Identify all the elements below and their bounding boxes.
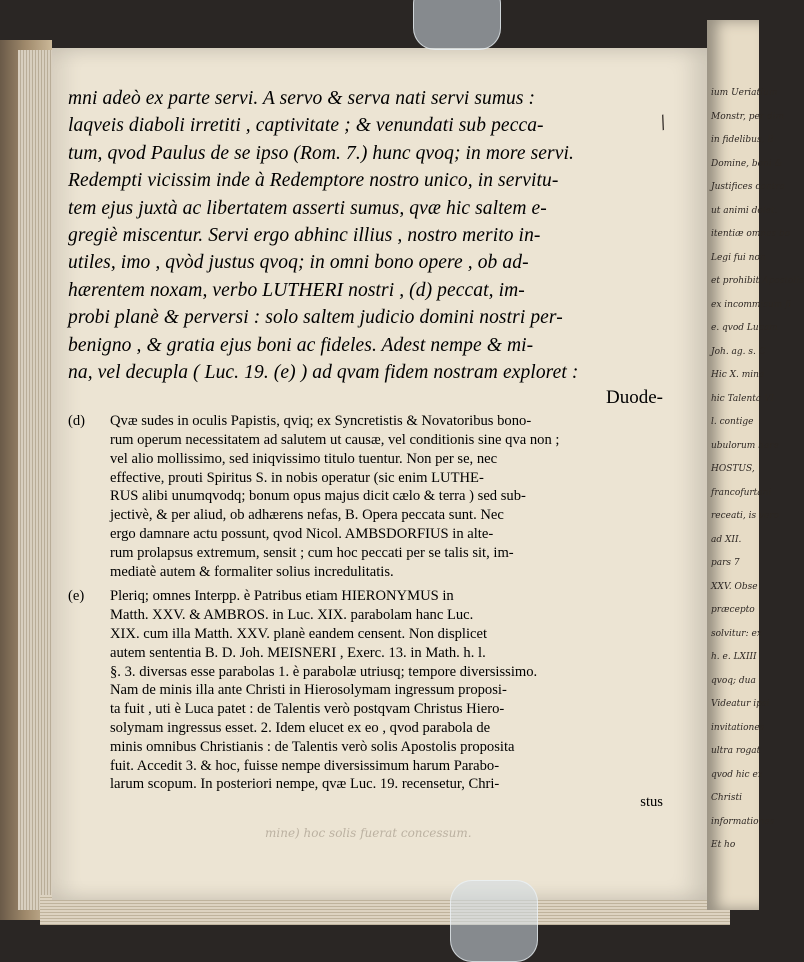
catchword: Duode-	[606, 387, 663, 409]
facing-page-fragment: solvitur: ex	[711, 628, 762, 639]
footnote-line: jectivè, & per aliud, ob adhærens nefas, B. Opera peccata sunt. Nec	[110, 507, 504, 524]
facing-page-fragment: ad XII.	[711, 534, 742, 545]
facing-page-fragment: ut animi dolet.	[711, 205, 778, 216]
main-line: na, vel decupla ( Luc. 19. (e) ) ad qvam fidem nostram exploret :	[68, 361, 579, 383]
facing-page-fragment: qvoq; dua	[711, 675, 756, 686]
facing-page-fragment: ex incommisum fi	[711, 299, 792, 310]
facing-page-fragment: informationes	[711, 816, 775, 827]
facing-page-fragment: ultra rogat	[711, 746, 761, 756]
page-clip-bottom	[450, 880, 538, 962]
facing-page-fragment: Domine, boni &	[711, 158, 783, 169]
footnote-label: (e)	[68, 588, 85, 605]
main-line: Redempti vicissim inde à Redemptore nostro unico, in servitu-	[68, 170, 559, 192]
facing-page-fragment: e. qvod Lucam	[711, 323, 778, 333]
footnote-line: rum operum necessitatem ad salutem ut causæ, vel conditionis sine qva non ;	[110, 432, 560, 449]
footnote-line: (d) Qvæ sudes in oculis Papistis, qviq; ex Syncretistis & Novatoribus bono-	[68, 413, 532, 430]
page-clip-top	[413, 0, 501, 50]
facing-page-fragment: Joh. ag. s. C	[711, 346, 766, 357]
facing-page-fragment: qvod hic ex	[711, 769, 763, 780]
main-line: hærentem noxam, verbo LUTHERI nostri , (d) peccat, im-	[68, 279, 525, 301]
facing-page-fragment: in fidelibus, B	[711, 135, 774, 145]
facing-page-fragment: Legi fui non	[711, 252, 766, 263]
footnote-line: effective, prouti Spiritus S. in nobis operatur (sic enim LUTHE-	[110, 469, 484, 486]
footnote-line: autem sententia B. D. Joh. MEISNERI , Exerc. 13. in Math. h. l.	[110, 644, 486, 661]
facing-page-fragment: Et ho	[711, 840, 736, 850]
footnote-line: XIX. cum illa Matth. XXV. planè eandem censent. Non displicet	[110, 626, 488, 643]
facing-page-fragment: l. contige	[711, 417, 754, 427]
main-line: probi planè & perversi : solo saltem judicio domini nostri per-	[68, 307, 563, 329]
margin-mark: /	[656, 111, 670, 134]
footnote-label: (d)	[68, 413, 86, 430]
footnote-line: rum prolapsus extremum, sensit ; cum hoc peccati per se talis sit, im-	[110, 544, 514, 561]
main-line: tum, qvod Paulus de se ipso (Rom. 7.) hunc qvoq; in more servi.	[68, 142, 574, 164]
facing-page-fragment: invitationes	[711, 722, 765, 733]
facing-page-fragment: h. e. LXIII	[711, 652, 757, 662]
footnote-line: larum scopum. In posteriori nempe, qvæ Luc. 19. recensetur, Chri-	[110, 776, 500, 793]
footnote-line: vel alio mollissimo, sed iniqvissimo titulo tuentur. Non per se, nec	[110, 450, 498, 467]
main-line: laqveis diaboli irretiti , captivitate ; & venundati sub pecca-	[68, 115, 544, 137]
main-line: mni adeò ex parte servi. A servo & serva nati servi sumus :	[68, 88, 536, 109]
footnote-line: fuit. Accedit 3. & hoc, fuisse nempe diversissimum harum Parabo-	[110, 757, 500, 774]
facing-page-fragment: hic Talenta VI	[711, 393, 775, 404]
footnote-catchword: stus	[640, 794, 663, 811]
footnote-line: §. 3. diversas esse parabolas 1. è parabolæ utriusq; tempore diversissimo.	[110, 663, 538, 680]
facing-page-fragment: XXV. Obse	[711, 581, 758, 592]
facing-page-fragment: Christi	[711, 793, 742, 803]
facing-page-fragment: HOSTUS,	[711, 464, 755, 474]
facing-page-fragment: ium Ueriatium	[711, 88, 778, 98]
main-line: gregiè miscentur. Servi ergo abhinc illius , nostro merito in-	[68, 224, 541, 246]
footnote-line: minis omnibus Christianis : de Talentis verò solis Apostolis proposita	[110, 738, 515, 755]
main-line: utiles, imo , qvòd justus qvoq; in omni bono opere , ob ad-	[68, 252, 529, 274]
footnote-line: (e) Pleriq; omnes Interpp. è Patribus etiam HIERONYMUS in	[68, 588, 454, 605]
facing-page-fragment: receati, is vero	[711, 511, 780, 521]
footnote-line: RUS alibi unumqvodq; bonum opus majus dicit cælo & terra ) sed sub-	[110, 488, 526, 505]
facing-page-fragment: itentiæ omnes bo	[711, 229, 791, 239]
page-text	[68, 85, 663, 811]
main-line: benigno , & gratia ejus boni ac fideles. Adest nempe & mi-	[68, 334, 534, 356]
main-line: tem ejus juxtà ac libertatem asserti sumus, qvæ hic saltem e-	[68, 197, 547, 219]
footnote-line: Matth. XXV. & AMBROS. in Luc. XIX. parabolam hanc Luc.	[110, 607, 474, 624]
footnote-line: Nam de minis illa ante Christi in Hierosolymam ingressum proposi-	[110, 682, 507, 699]
footnote-line: solymam ingressus esset. 2. Idem elucet ex eo , qvod parabola de	[110, 720, 491, 737]
facing-page-fragment: Hic X. mina	[711, 370, 765, 380]
footnote-line: mediatè autem & formaliter solius incredulitatis.	[110, 563, 394, 580]
facing-page-fragment: et prohibit Apostolis	[711, 276, 804, 286]
bleed-through-text: mine) hoc solis fuerat concessum.	[265, 826, 472, 840]
facing-page	[707, 20, 804, 910]
facing-page-fragment: francofurtani	[711, 487, 772, 498]
facing-page-fragment: ubulorum hare	[711, 440, 779, 451]
footnotes	[68, 412, 663, 811]
footnote-line: ta fuit , uti è Luca patet : de Talentis verò postqvam Christus Hiero-	[110, 701, 505, 718]
facing-page-fragment: Justifices contra	[711, 182, 785, 192]
facing-page-fragment: præcepto	[711, 605, 755, 615]
footnote-line: ergo damnare actu possunt, qvod Nicol. AMBSDORFIUS in alte-	[110, 526, 494, 543]
facing-page-fragment: Monstr, per dim	[711, 111, 785, 122]
facing-page-fragment: pars 7	[711, 558, 740, 568]
facing-page-fragment: Videatur ipsi	[711, 699, 770, 709]
